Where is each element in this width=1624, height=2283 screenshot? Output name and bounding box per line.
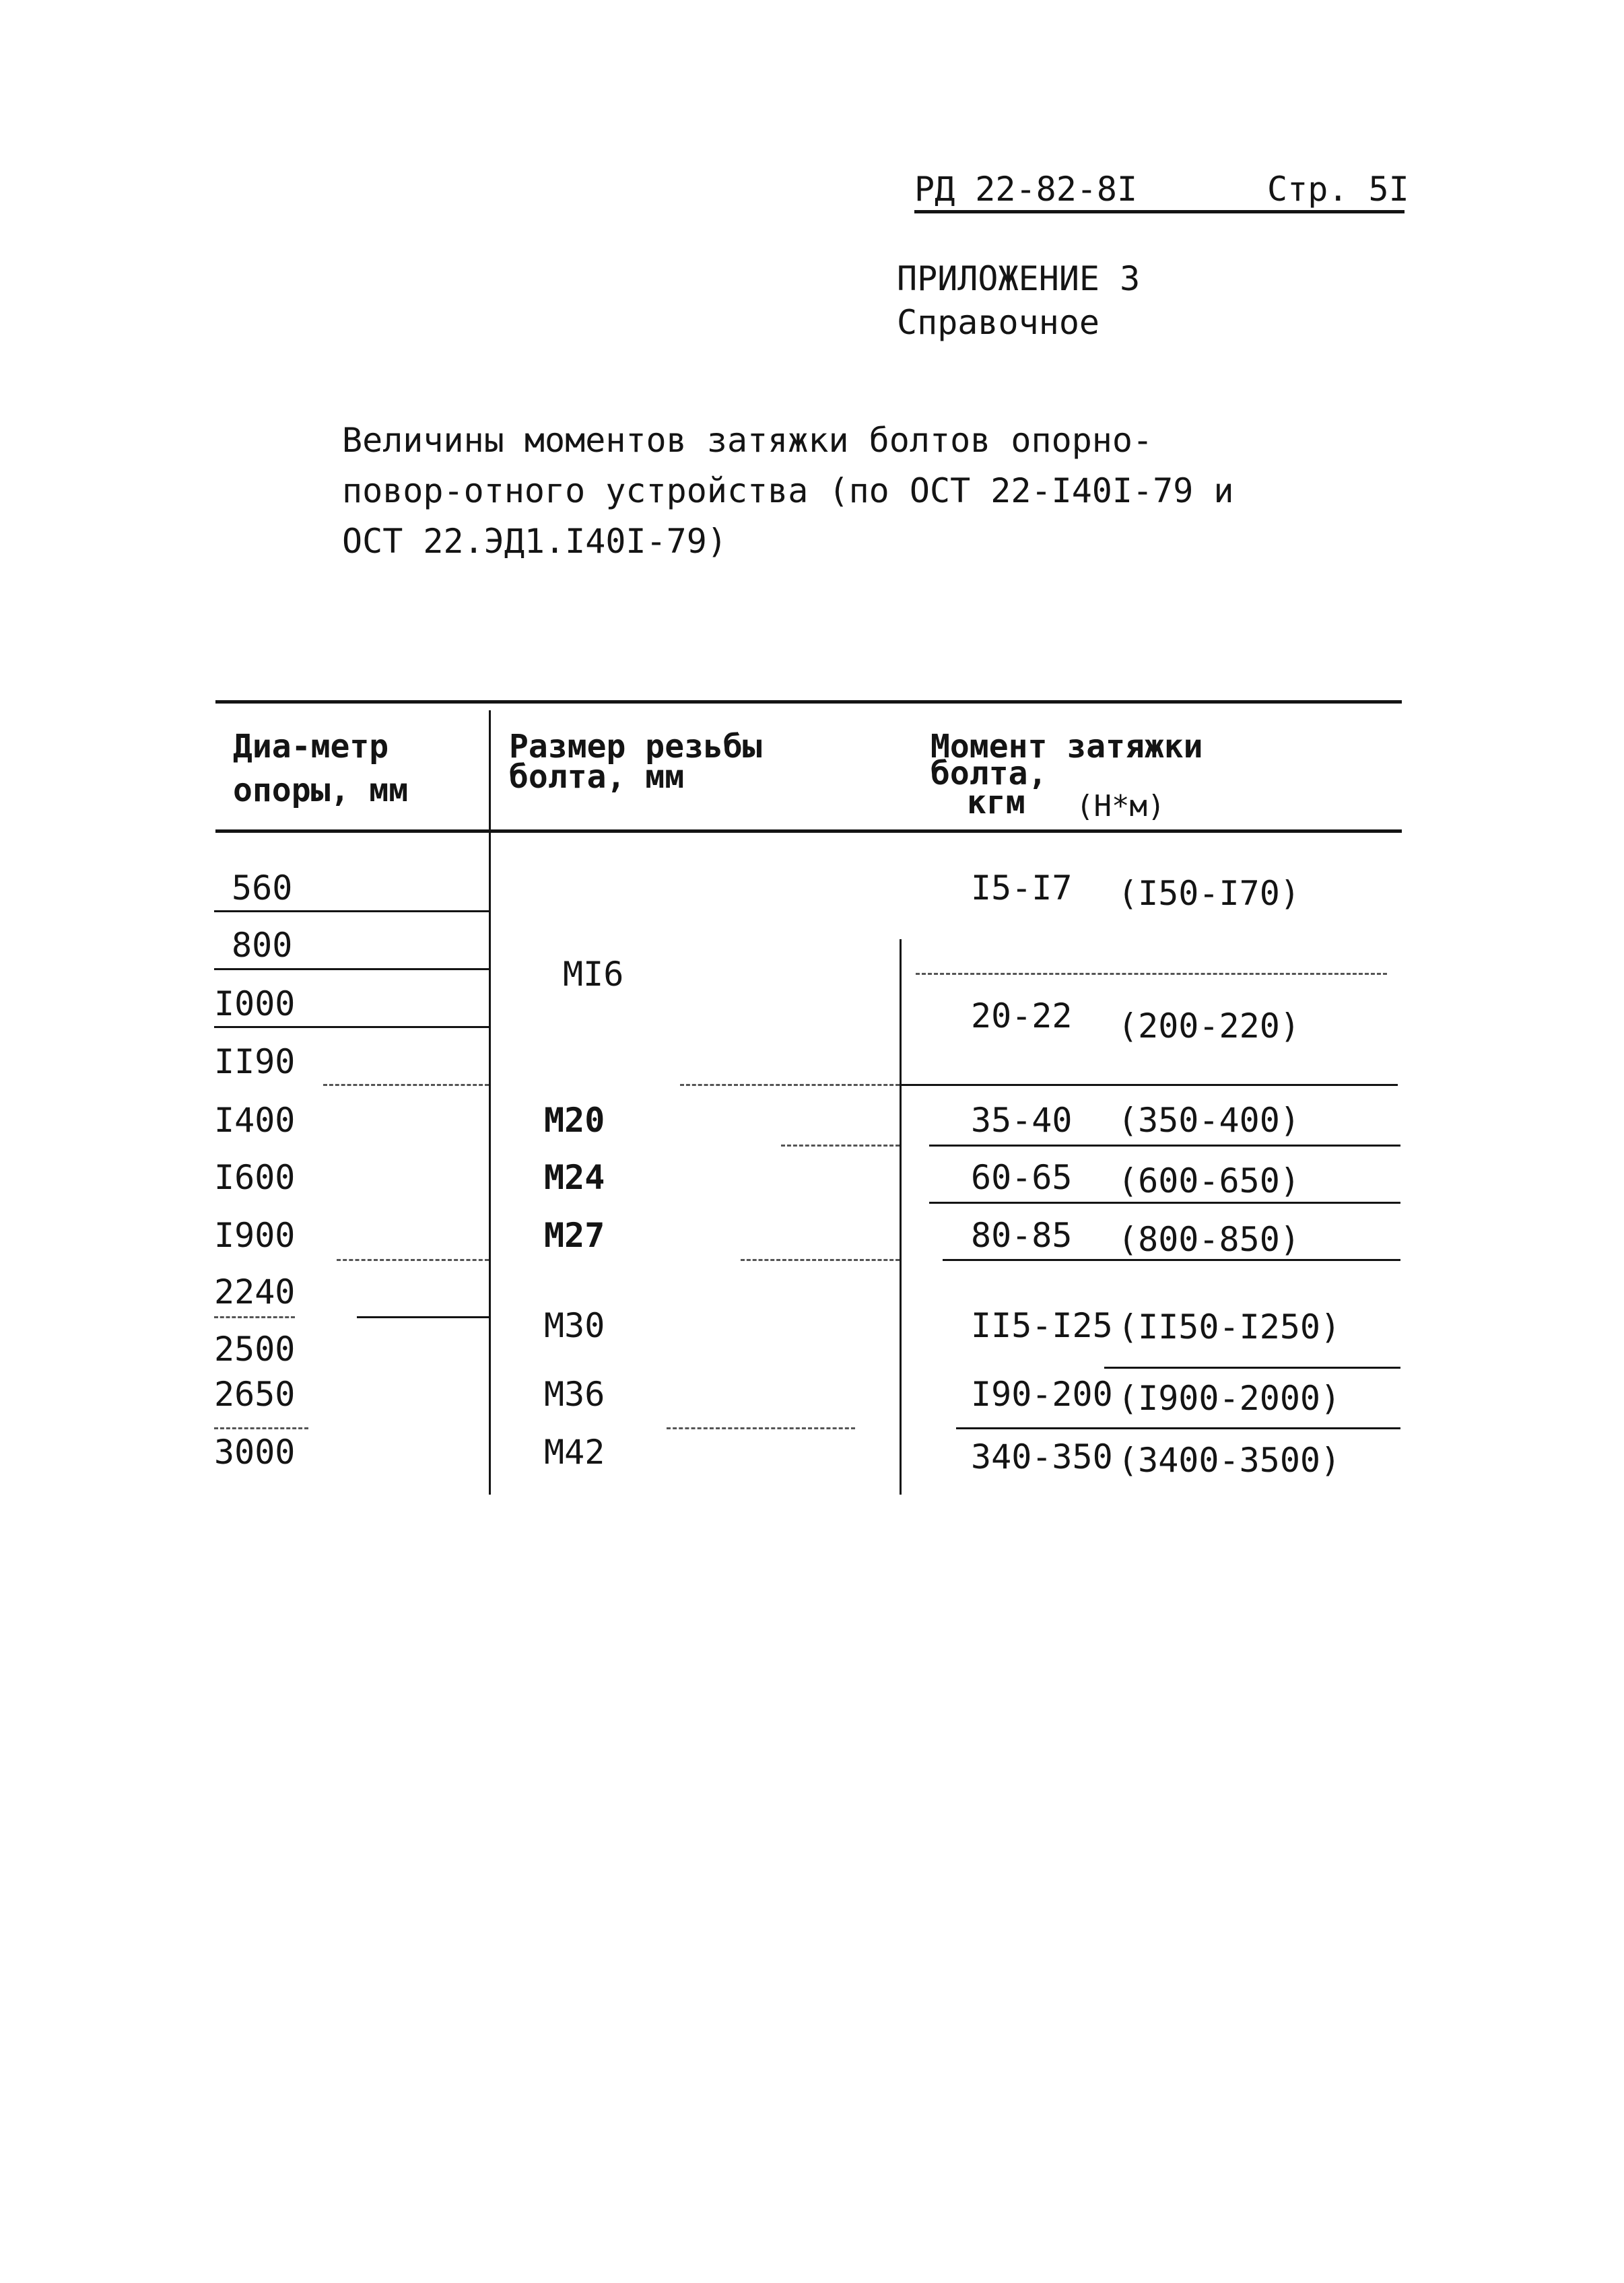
thread-cell: M30: [544, 1306, 605, 1345]
row-rule: [781, 1145, 900, 1147]
thread-cell: M36: [544, 1375, 605, 1414]
row-rule: [214, 910, 489, 912]
moment-kgm-cell: 20-22: [971, 996, 1073, 1035]
row-rule: [956, 1427, 1400, 1429]
moment-kgm-cell: I5-I7: [971, 868, 1073, 908]
moment-kgm-cell: I90-200: [971, 1375, 1113, 1414]
diameter-cell: 800: [232, 926, 293, 965]
diameter-cell: 2240: [214, 1272, 296, 1311]
row-rule: [916, 973, 1387, 975]
moment-nm-cell: (I50-I70): [1118, 874, 1300, 913]
diameter-cell: 2650: [214, 1375, 296, 1414]
diameter-cell: I400: [214, 1101, 296, 1140]
moment-kgm-cell: 80-85: [971, 1216, 1073, 1255]
thread-cell: M27: [544, 1216, 605, 1255]
thread-cell: MI6: [563, 955, 624, 994]
row-rule: [667, 1427, 855, 1429]
thread-cell: M20: [544, 1101, 605, 1140]
row-rule: [900, 1084, 1398, 1086]
table-title-line-1: Величины моментов затяжки болтов опорно-: [342, 421, 1153, 460]
moment-nm-cell: (I900-2000): [1118, 1379, 1341, 1418]
thread-cell: M42: [544, 1433, 605, 1472]
column-divider-2: [900, 939, 902, 1495]
appendix-kind: Справочное: [897, 303, 1100, 342]
table-title-line-2: повор-отного устройства (по ОСТ 22-I40I-79 и: [342, 471, 1234, 510]
page-number: Стр. 5I: [1267, 170, 1409, 209]
column-divider-1: [489, 710, 491, 1495]
moment-nm-cell: (350-400): [1118, 1101, 1300, 1140]
document-code: РД 22-82-8I: [914, 170, 1138, 209]
moment-kgm-cell: II5-I25: [971, 1306, 1113, 1345]
diameter-cell: I600: [214, 1158, 296, 1197]
moment-nm-cell: (200-220): [1118, 1007, 1300, 1046]
col-header-thread-2: болта, мм: [509, 758, 685, 796]
moment-nm-cell: (600-650): [1118, 1161, 1300, 1200]
col-header-diameter-1: Диа-метр: [233, 728, 389, 765]
col-header-moment-2: болта,: [931, 755, 1048, 792]
row-rule: [214, 1427, 308, 1429]
diameter-cell: I900: [214, 1216, 296, 1255]
row-rule: [214, 968, 489, 970]
row-rule: [214, 1316, 295, 1318]
table-title-line-3: ОСТ 22.ЭД1.I40I-79): [342, 522, 727, 561]
thread-cell: M24: [544, 1158, 605, 1197]
row-rule: [337, 1259, 489, 1261]
moment-nm-cell: (3400-3500): [1118, 1441, 1341, 1480]
row-rule: [943, 1259, 1400, 1261]
col-header-unit-kgm: кгм: [967, 784, 1025, 821]
diameter-cell: 3000: [214, 1433, 296, 1472]
table-header-rule: [215, 829, 1402, 833]
moment-kgm-cell: 35-40: [971, 1101, 1073, 1140]
moment-kgm-cell: 340-350: [971, 1437, 1113, 1476]
row-rule: [214, 1026, 489, 1028]
header-underline: [914, 210, 1405, 213]
diameter-cell: 2500: [214, 1330, 296, 1369]
moment-kgm-cell: 60-65: [971, 1158, 1073, 1197]
diameter-cell: II90: [214, 1042, 296, 1081]
row-rule: [929, 1202, 1400, 1204]
row-rule: [357, 1316, 489, 1318]
table-top-rule: [215, 700, 1402, 704]
col-header-diameter-2: опоры, мм: [233, 772, 409, 809]
moment-nm-cell: (800-850): [1118, 1220, 1300, 1259]
row-rule: [323, 1084, 489, 1086]
col-header-thread-1: Размер резьбы: [509, 728, 762, 765]
diameter-cell: 560: [232, 868, 293, 908]
row-rule: [929, 1145, 1400, 1147]
row-rule: [680, 1084, 900, 1086]
row-rule: [1104, 1367, 1400, 1369]
appendix-label: ПРИЛОЖЕНИЕ 3: [897, 259, 1141, 298]
diameter-cell: I000: [214, 984, 296, 1023]
col-header-moment-1: Момент затяжки: [931, 728, 1203, 765]
row-rule: [741, 1259, 900, 1261]
moment-nm-cell: (II50-I250): [1118, 1307, 1341, 1347]
col-header-unit-nm: (Н*м): [1076, 789, 1165, 823]
